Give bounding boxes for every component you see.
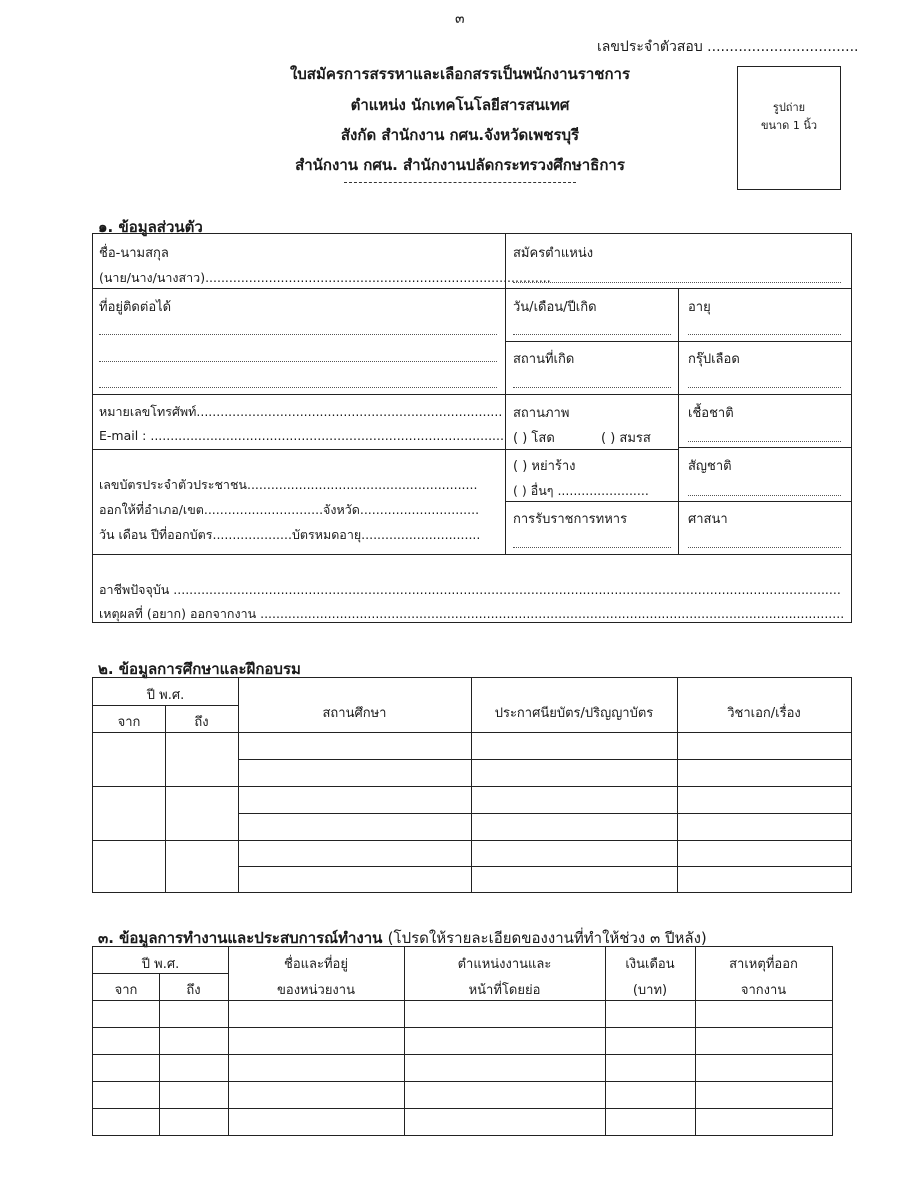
age-label: อายุ bbox=[688, 300, 711, 315]
phone-field[interactable]: หมายเลขโทรศัพท์............................................................................. bbox=[99, 404, 503, 419]
idcard-field[interactable]: เลขบัตรประจำตัวประชาชน.......................................................... bbox=[99, 477, 478, 492]
address-line-1[interactable] bbox=[99, 334, 497, 335]
edu-certificate-header: ประกาศนียบัตร/ปริญญาบัตร bbox=[494, 706, 654, 721]
religion-label: ศาสนา bbox=[688, 512, 728, 527]
reason-field[interactable]: เหตุผลที่ (อยาก) ออกจากงาน ................................................................................................................................................... bbox=[99, 606, 845, 621]
work-leave-header-1: สาเหตุที่ออก bbox=[729, 957, 798, 972]
name-field[interactable]: (นาย/นาง/นางสาว)....................................................................................... bbox=[99, 270, 551, 285]
religion-field[interactable] bbox=[688, 547, 841, 548]
divider bbox=[93, 394, 505, 395]
dob-field[interactable] bbox=[513, 334, 671, 335]
divider bbox=[678, 288, 679, 554]
photo-label: รูปถ่าย bbox=[772, 101, 806, 114]
divider bbox=[404, 947, 405, 1135]
blood-field[interactable] bbox=[688, 387, 841, 388]
status-single-checkbox[interactable]: ( ) โสด bbox=[513, 431, 555, 446]
divider bbox=[228, 947, 229, 1135]
divider bbox=[93, 1081, 832, 1082]
divider bbox=[505, 501, 851, 502]
divider bbox=[605, 947, 606, 1135]
status-label: สถานภาพ bbox=[513, 406, 570, 421]
position-label: สมัครตำแหน่ง bbox=[513, 246, 594, 261]
edu-to-header: ถึง bbox=[194, 715, 209, 730]
email-field[interactable]: E-mail : ......................................................................................... bbox=[99, 428, 504, 443]
page-number: ๓ bbox=[455, 11, 465, 27]
divider bbox=[678, 447, 851, 448]
form-affiliation: สังกัด สำนักงาน กศน.จังหวัดเพชรบุรี bbox=[340, 126, 580, 144]
edu-major-header: วิชาเอก/เรื่อง bbox=[727, 706, 801, 721]
divider bbox=[93, 840, 851, 841]
nationality-label: สัญชาติ bbox=[688, 459, 732, 474]
work-org-header-1: ชื่อและที่อยู่ bbox=[284, 957, 348, 972]
ethnicity-field[interactable] bbox=[688, 441, 841, 442]
divider bbox=[93, 786, 851, 787]
form-office: สำนักงาน กศน. สำนักงานปลัดกระทรวงศึกษาธิการ bbox=[295, 156, 625, 174]
divider bbox=[93, 1054, 832, 1055]
divider bbox=[93, 288, 851, 289]
ethnicity-label: เชื้อชาติ bbox=[688, 406, 734, 421]
section3-note: (โปรดให้รายละเอียดของงานที่ทำให้ช่วง ๓ ปีหลัง) bbox=[387, 929, 707, 947]
work-leave-header-2: จากงาน bbox=[740, 983, 787, 998]
divider bbox=[695, 947, 696, 1135]
section1-title: ๑. ข้อมูลส่วนตัว bbox=[98, 218, 203, 236]
divider bbox=[505, 394, 851, 395]
divider bbox=[93, 1108, 832, 1109]
birthplace-field[interactable] bbox=[513, 387, 671, 388]
work-position-header-1: ตำแหน่งงานและ bbox=[457, 957, 552, 972]
exam-number-field[interactable]: เลขประจำตัวสอบ .................................. bbox=[597, 39, 859, 55]
edu-institution-header: สถานศึกษา bbox=[322, 706, 387, 721]
education-table bbox=[92, 677, 852, 893]
military-field[interactable] bbox=[513, 547, 671, 548]
age-field[interactable] bbox=[688, 334, 841, 335]
issue-date-field[interactable]: วัน เดือน ปีที่ออกบัตร....................บัตรหมดอายุ.............................. bbox=[99, 527, 481, 542]
position-field[interactable] bbox=[513, 282, 841, 283]
address-label: ที่อยู่ติดต่อได้ bbox=[99, 300, 172, 315]
dob-label: วัน/เดือน/ปีเกิด bbox=[513, 300, 597, 315]
work-salary-header-1: เงินเดือน bbox=[625, 957, 675, 972]
form-position: ตำแหน่ง นักเทคโนโลยีสารสนเทศ bbox=[350, 96, 570, 114]
section2-title: ๒. ข้อมูลการศึกษาและฝึกอบรม bbox=[98, 660, 301, 678]
edu-year-header: ปี พ.ศ. bbox=[146, 688, 185, 703]
status-other-checkbox[interactable]: ( ) อื่นๆ ....................... bbox=[513, 483, 649, 498]
address-line-2[interactable] bbox=[99, 361, 497, 362]
photo-size-label: ขนาด 1 นิ้ว bbox=[760, 119, 818, 132]
photo-box[interactable] bbox=[737, 66, 841, 190]
work-year-header: ปี พ.ศ. bbox=[141, 957, 180, 972]
edu-from-header: จาก bbox=[117, 715, 141, 730]
divider bbox=[505, 341, 851, 342]
birthplace-label: สถานที่เกิด bbox=[513, 352, 575, 367]
divider bbox=[238, 866, 851, 867]
occupation-field[interactable]: อาชีพปัจจุบัน ........................................................................................................................................................................ bbox=[99, 582, 841, 597]
work-table bbox=[92, 946, 833, 1136]
issued-at-field[interactable]: ออกให้ที่อำเภอ/เขต..............................จังหวัด.............................. bbox=[99, 502, 480, 517]
work-position-header-2: หน้าที่โดยย่อ bbox=[468, 983, 541, 998]
divider bbox=[93, 554, 851, 555]
divider bbox=[93, 732, 851, 733]
divider bbox=[93, 705, 238, 706]
work-to-header: ถึง bbox=[186, 983, 201, 998]
work-salary-header-2: (บาท) bbox=[632, 983, 668, 998]
nationality-field[interactable] bbox=[688, 495, 841, 496]
work-from-header: จาก bbox=[114, 983, 138, 998]
divider bbox=[165, 705, 166, 892]
divider bbox=[238, 759, 851, 760]
divider bbox=[505, 449, 678, 450]
blood-label: กรุ๊ปเลือด bbox=[688, 352, 740, 367]
divider bbox=[93, 1000, 832, 1001]
status-divorced-checkbox[interactable]: ( ) หย่าร้าง bbox=[513, 459, 576, 474]
name-label: ชื่อ-นามสกุล bbox=[99, 246, 169, 261]
status-married-checkbox[interactable]: ( ) สมรส bbox=[601, 431, 651, 446]
form-title: ใบสมัครการสรรหาและเลือกสรรเป็นพนักงานราชการ bbox=[289, 65, 631, 83]
military-label: การรับราชการทหาร bbox=[513, 512, 628, 527]
divider bbox=[93, 449, 505, 450]
personal-info-table bbox=[92, 233, 852, 623]
section3-title-text: ๓. ข้อมูลการทำงานและประสบการณ์ทำงาน bbox=[98, 929, 383, 947]
address-line-3[interactable] bbox=[99, 387, 497, 388]
divider bbox=[93, 1027, 832, 1028]
work-org-header-2: ของหน่วยงาน bbox=[277, 983, 355, 998]
title-divider bbox=[344, 182, 576, 183]
divider bbox=[238, 813, 851, 814]
